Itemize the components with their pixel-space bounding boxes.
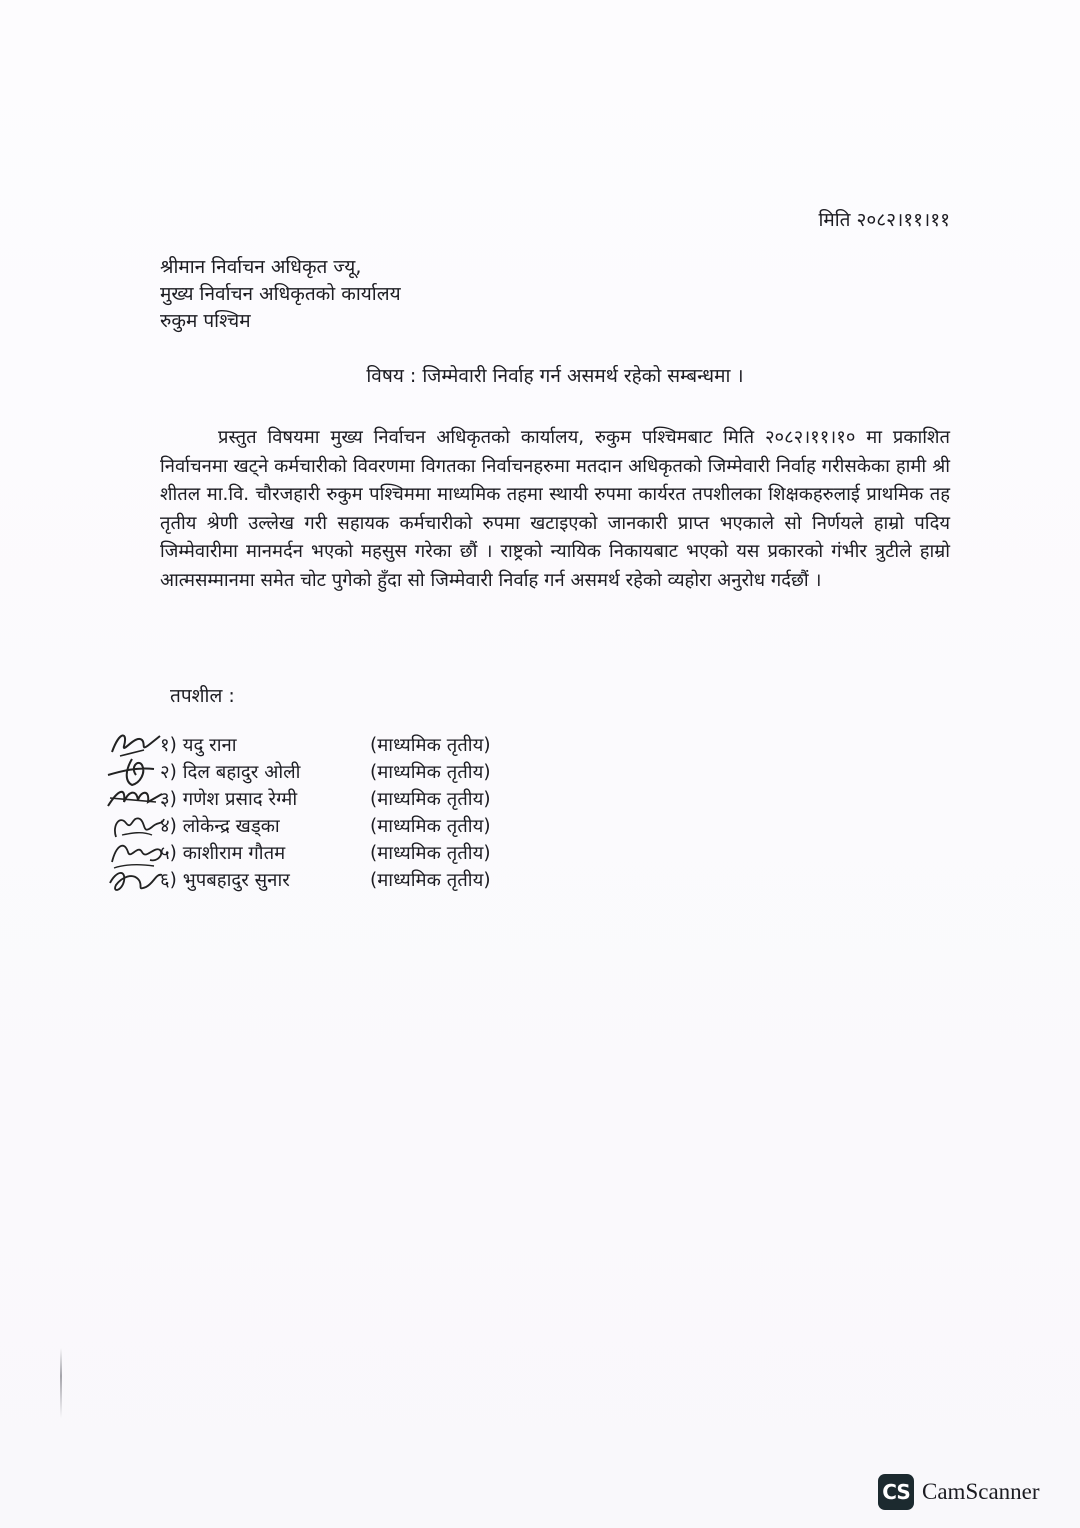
staff-level: (माध्यमिक तृतीय) [370,789,491,810]
staff-level: (माध्यमिक तृतीय) [370,870,491,891]
staff-row [150,732,570,759]
staff-level: (माध्यमिक तृतीय) [370,843,491,864]
staff-name: २) दिल बहादुर ओली [160,762,301,783]
tapsil-heading: तपशील : [170,685,235,707]
staff-row [150,840,570,867]
camscanner-logo-icon: CS [878,1474,914,1510]
staff-row [150,813,570,840]
staff-name: ४) लोकेन्द्र खड्का [160,816,280,837]
staff-row [150,786,570,813]
staff-name: ५) काशीराम गौतम [160,843,286,864]
letter-subject: विषय : जिम्मेवारी निर्वाह गर्न असमर्थ रहेको सम्बन्धमा । [366,365,744,387]
staff-name: ३) गणेश प्रसाद रेग्मी [160,789,298,810]
address-line-2: मुख्य निर्वाचन अधिकृतको कार्यालय [160,283,401,305]
letter-date: मिति २०८२।११।११ [818,209,950,231]
recipient-address [160,254,401,335]
camscanner-watermark [878,1474,1040,1510]
staff-name: १) यदु राना [160,735,237,756]
staff-row [150,759,570,786]
scan-margin-mark [60,1348,62,1418]
staff-list [150,732,570,894]
staff-level: (माध्यमिक तृतीय) [370,762,491,783]
address-line-3: रुकुम पश्चिम [160,310,251,332]
staff-name: ६) भुपबहादुर सुनार [160,870,290,891]
camscanner-label: CamScanner [922,1479,1040,1504]
staff-level: (माध्यमिक तृतीय) [370,816,491,837]
address-line-1: श्रीमान निर्वाचन अधिकृत ज्यू, [160,256,362,278]
staff-row [150,867,570,894]
letter-body: प्रस्तुत विषयमा मुख्य निर्वाचन अधिकृतको कार्यालय, रुकुम पश्चिमबाट मिति २०८२।११।१० मा प्रकाशित निर्वाचनमा खट्ने कर्मचारीको विवरणमा विगतका निर्वाचनहरुमा मतदान अधिकृतको जिम्मेवारी निर्वाह गरीसकेका हामी श्री शीतल मा.वि. चौरजहारी रुकुम पश्चिममा माध्यमिक तहमा स्थायी रुपमा कार्यरत तपशीलका शिक्षकहरुलाई प्राथमिक तह तृतीय श्रेणी उल्लेख गरी सहायक कर्मचारीको रुपमा खटाइएको जानकारी प्राप्त भएकाले सो निर्णयले हाम्रो पदिय जिम्मेवारीमा मानमर्दन भएको महसुस गरेका छौं । राष्ट्रको न्यायिक निकायबाट भएको यस प्रकारको गंभीर त्रुटीले हाम्रो आत्मसम्मानमा समेत चोट पुगेको हुँदा सो जिम्मेवारी निर्वाह गर्न असमर्थ रहेको व्यहोरा अनुरोध गर्दछौं । [160,427,950,591]
staff-level: (माध्यमिक तृतीय) [370,735,491,756]
